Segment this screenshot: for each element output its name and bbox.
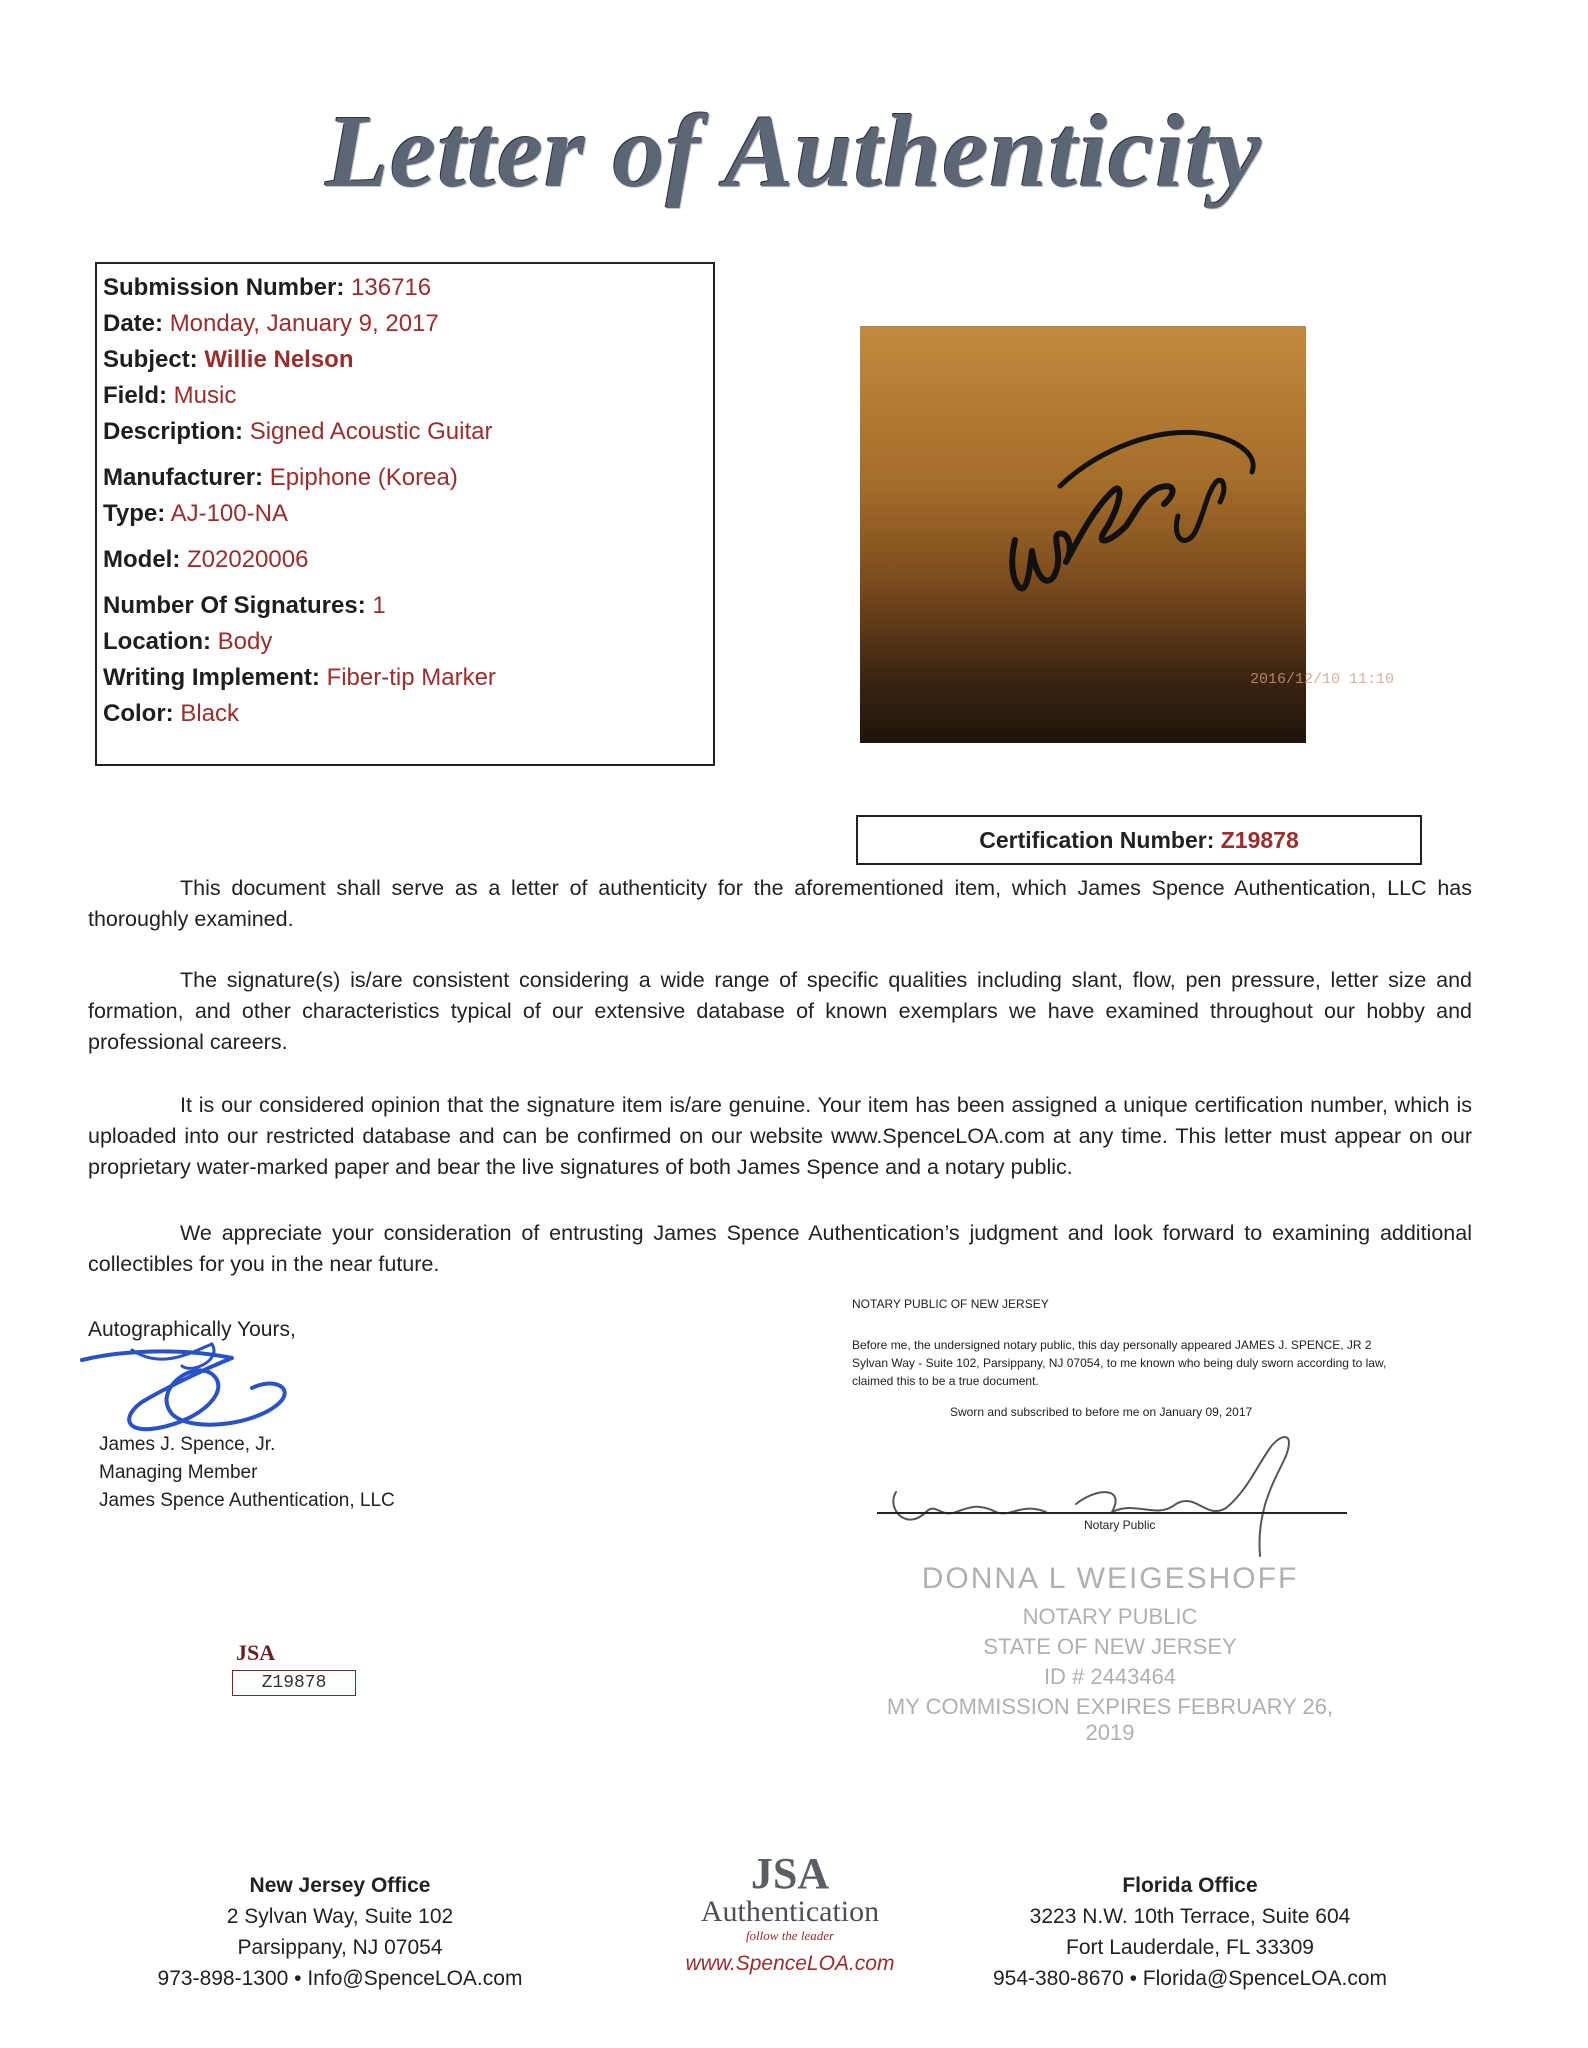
- certification-box: [856, 815, 1422, 865]
- notary-stamp-state: STATE OF NEW JERSEY: [983, 1634, 1237, 1659]
- signatures-value: 1: [372, 592, 386, 619]
- paragraph-3: [88, 1090, 1472, 1183]
- nj-office-address-1: 2 Sylvan Way, Suite 102: [226, 1905, 454, 1928]
- type-row: [103, 496, 713, 532]
- implement-row: [103, 660, 713, 696]
- description-row: [103, 414, 713, 450]
- photo-date-stamp: 2016/12/10 11:10: [1250, 671, 1395, 688]
- nj-office-block: [130, 1870, 550, 1994]
- notary-sworn-line: Sworn and subscribed to before me on January 09, 2017: [950, 1405, 1253, 1419]
- implement-value: Fiber-tip Marker: [326, 664, 496, 691]
- nj-office-heading: New Jersey Office: [249, 1874, 431, 1897]
- location-label: Location:: [103, 628, 211, 655]
- notary-signature-line: [877, 1512, 1347, 1514]
- subject-row: [103, 342, 713, 378]
- notary-stamp-name: DONNA L WEIGESHOFF: [921, 1562, 1299, 1595]
- closing-line: Autographically Yours,: [88, 1318, 296, 1341]
- signatures-row: [103, 588, 713, 624]
- color-label: Color:: [103, 700, 174, 727]
- certification-label: Certification Number:: [979, 827, 1215, 853]
- model-value: Z02020006: [187, 546, 309, 573]
- date-row: [103, 306, 713, 342]
- type-value: AJ-100-NA: [170, 500, 288, 527]
- subject-value: Willie Nelson: [204, 346, 354, 373]
- notary-stamp-expiry: MY COMMISSION EXPIRES FEBRUARY 26, 2019: [886, 1694, 1334, 1745]
- nj-office-address-2: Parsippany, NJ 07054: [237, 1936, 443, 1959]
- paragraph-3-text: It is our considered opinion that the signature item is/are genuine. Your item has been assigned a unique certification number, which is uploaded into our restricted database and can be confirmed on our website www.SpenceLOA.com at any time. This letter must appear on our proprietary water-marked paper and bear the live signatures of both James Spence and a notary public.: [88, 1093, 1472, 1179]
- paragraph-2: [88, 965, 1472, 1058]
- location-value: Body: [217, 628, 273, 655]
- field-value: Music: [173, 382, 237, 409]
- spence-signature-icon: [62, 1330, 302, 1440]
- signer-name: James J. Spence, Jr.: [99, 1434, 276, 1455]
- date-label: Date:: [103, 310, 164, 337]
- certification-number: Z19878: [1220, 827, 1299, 853]
- item-details-box: [95, 262, 715, 766]
- paragraph-4: [88, 1218, 1472, 1280]
- field-row: [103, 378, 713, 414]
- jsa-logo: [640, 1849, 940, 1976]
- jsa-sticker-number: Z19878: [232, 1670, 356, 1696]
- type-label: Type:: [103, 500, 166, 527]
- signer-company: James Spence Authentication, LLC: [99, 1490, 395, 1511]
- description-value: Signed Acoustic Guitar: [249, 418, 493, 445]
- field-label: Field:: [103, 382, 167, 409]
- fl-office-heading: Florida Office: [1122, 1874, 1258, 1897]
- fl-office-address-2: Fort Lauderdale, FL 33309: [1066, 1936, 1314, 1959]
- description-label: Description:: [103, 418, 244, 445]
- manufacturer-row: [103, 460, 713, 496]
- model-row: [103, 542, 713, 578]
- color-row: [103, 696, 713, 732]
- color-value: Black: [180, 700, 240, 727]
- jsa-logo-tagline: follow the leader: [745, 1928, 835, 1943]
- website-link[interactable]: www.SpenceLOA.com: [685, 1952, 895, 1975]
- notary-stamp-id: ID # 2443464: [1043, 1664, 1177, 1689]
- jsa-sticker-logo: JSA: [236, 1640, 276, 1665]
- notary-heading: NOTARY PUBLIC OF NEW JERSEY: [852, 1297, 1049, 1311]
- submission-label: Submission Number:: [103, 274, 345, 301]
- jsa-logo-wordmark: Authentication: [700, 1895, 880, 1928]
- signatures-label: Number Of Signatures:: [103, 592, 366, 619]
- paragraph-4-text: We appreciate your consideration of entrusting James Spence Authentication’s judgment and look forward to examining additional collectibles for you in the near future.: [88, 1221, 1472, 1276]
- fl-office-address-1: 3223 N.W. 10th Terrace, Suite 604: [1029, 1905, 1351, 1928]
- manufacturer-value: Epiphone (Korea): [269, 464, 458, 491]
- item-photo: [860, 326, 1395, 743]
- paragraph-2-text: The signature(s) is/are consistent considering a wide range of specific qualities including slant, flow, pen pressure, letter size and formation, and other characteristics typical of our extensive database of known exemplars we have examined throughout our hobby and professional careers.: [88, 968, 1472, 1054]
- manufacturer-label: Manufacturer:: [103, 464, 264, 491]
- notary-stamp-title: NOTARY PUBLIC: [1022, 1604, 1198, 1629]
- paragraph-1-text: This document shall serve as a letter of authenticity for the aforementioned item, which James Spence Authentication, LLC has thoroughly examined.: [88, 876, 1472, 931]
- notary-signature-icon: [876, 1408, 1346, 1568]
- submission-value: 136716: [351, 274, 432, 301]
- notary-caption: Notary Public: [1084, 1518, 1156, 1532]
- paragraph-1: [88, 873, 1472, 935]
- document-title: Letter of Authenticity: [325, 94, 1263, 209]
- implement-label: Writing Implement:: [103, 664, 320, 691]
- model-label: Model:: [103, 546, 181, 573]
- jsa-logo-mark: JSA: [750, 1849, 830, 1898]
- signer-role: Managing Member: [99, 1462, 258, 1483]
- nj-office-contact: 973-898-1300 • Info@SpenceLOA.com: [157, 1967, 523, 1990]
- submission-row: [103, 270, 713, 306]
- jsa-sticker: [226, 1640, 386, 1702]
- fl-office-block: [950, 1870, 1430, 1994]
- date-value: Monday, January 9, 2017: [169, 310, 439, 337]
- autograph-signature-drawing: [860, 326, 1306, 743]
- subject-label: Subject:: [103, 346, 198, 373]
- notary-statement: Before me, the undersigned notary public, this day personally appeared JAMES J. SPENCE, JR 2 Sylvan Way - Suite 102, Parsippany, NJ 07054, to me known who being duly sworn according to law, claimed this to be a true document.: [852, 1338, 1387, 1388]
- location-row: [103, 624, 713, 660]
- fl-office-contact: 954-380-8670 • Florida@SpenceLOA.com: [992, 1967, 1388, 1990]
